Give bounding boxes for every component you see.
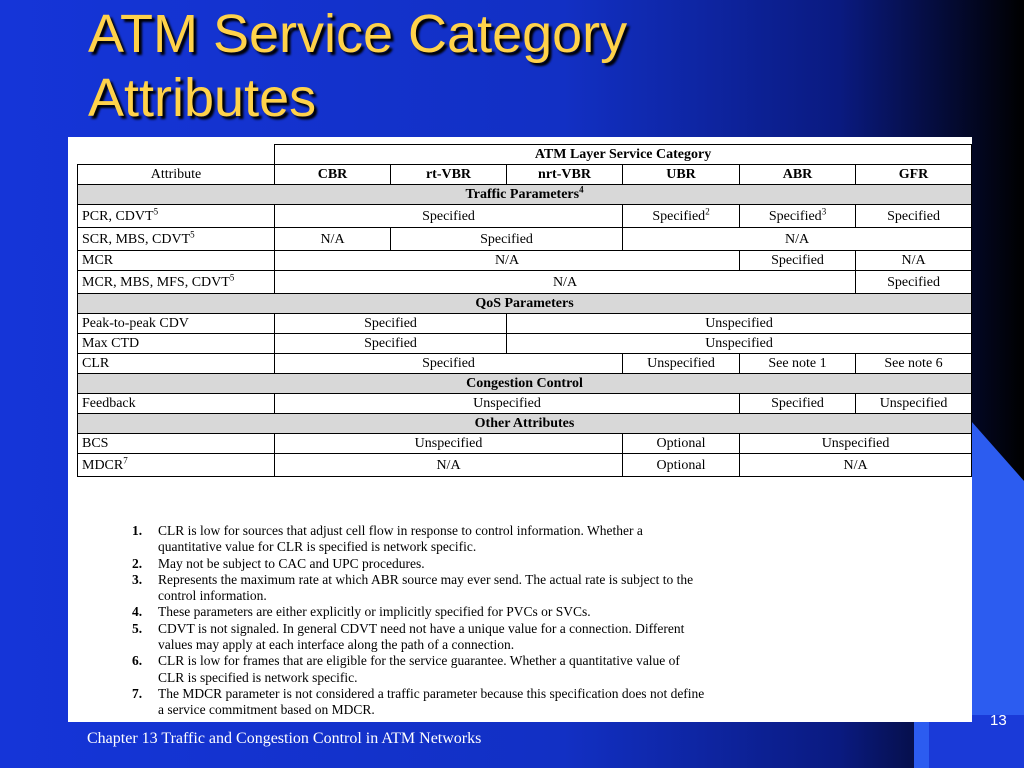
slide-title-line2: Attributes — [88, 68, 317, 128]
table-cell: Unspecified — [275, 394, 740, 414]
table-row — [78, 354, 972, 374]
table-row — [78, 251, 972, 271]
table-group-header-row — [78, 145, 972, 165]
section-header-row — [78, 374, 972, 394]
table-cell: Specified — [275, 314, 507, 334]
table-cell: N/A — [275, 454, 623, 477]
table-row — [78, 228, 972, 251]
table-cell: Unspecified — [275, 434, 623, 454]
table-cell: Optional — [623, 434, 740, 454]
column-header-abr: ABR — [740, 165, 856, 185]
column-header-ubr: UBR — [623, 165, 740, 185]
column-header-nrt-vbr: nrt-VBR — [507, 165, 623, 185]
row-label: Max CTD — [78, 334, 275, 354]
table-cell: N/A — [275, 228, 391, 251]
table-row — [78, 394, 972, 414]
table-cell: N/A — [275, 251, 740, 271]
table-cell: Specified — [740, 251, 856, 271]
group-header: ATM Layer Service Category — [275, 145, 972, 165]
table-cell: Specified — [391, 228, 623, 251]
table-row — [78, 454, 972, 477]
page-number: 13 — [990, 712, 1007, 729]
table-row — [78, 434, 972, 454]
row-label: MCR — [78, 251, 275, 271]
column-header-attribute: Attribute — [78, 165, 275, 185]
footnote: 4. These parameters are either explicitly or implicitly specified for PVCs or SVCs. — [132, 604, 591, 620]
table-cell: See note 1 — [740, 354, 856, 374]
row-label: Peak-to-peak CDV — [78, 314, 275, 334]
decorative-bar — [929, 715, 1024, 768]
row-label: BCS — [78, 434, 275, 454]
footnote: 1. CLR is low for sources that adjust cell flow in response to control information. Whether a quantitative value for CLR is specified is network specific. — [132, 523, 643, 555]
table-cell: N/A — [740, 454, 972, 477]
section-traffic-parameters: Traffic Parameters$^4$ — [78, 185, 972, 205]
slide-footer: Chapter 13 Traffic and Congestion Control in ATM Networks — [87, 730, 482, 747]
table-cell: N/A — [856, 251, 972, 271]
slide-title-line1: ATM Service Category — [88, 4, 628, 64]
section-qos-parameters: QoS Parameters — [78, 294, 972, 314]
table-image-panel — [68, 137, 972, 722]
footnote: 2. May not be subject to CAC and UPC procedures. — [132, 555, 425, 571]
table-cell: Specified — [275, 205, 623, 228]
table-row — [78, 205, 972, 228]
column-header-cbr: CBR — [275, 165, 391, 185]
footnote: 3. Represents the maximum rate at which ABR source may ever send. The actual rate is subject to the control information. — [132, 571, 694, 604]
column-header-gfr: GFR — [856, 165, 972, 185]
footnote: 6. CLR is low for frames that are eligible for the service guarantee. Whether a quantitative value of CLR is specified is network specific. — [132, 653, 680, 685]
table-cell: Specified — [856, 205, 972, 228]
slide-title — [88, 2, 848, 130]
section-congestion-control: Congestion Control — [78, 374, 972, 394]
table-cell: Specified — [856, 271, 972, 294]
table-cell: Unspecified — [856, 394, 972, 414]
table-cell: Specified$^3$ — [740, 205, 856, 228]
table-cell: Specified$^2$ — [623, 205, 740, 228]
footnote: 7. The MDCR parameter is not considered a traffic parameter because this specification does not define a service commitment based on MDCR. — [132, 685, 705, 718]
table-header-row — [78, 165, 972, 185]
table-cell: See note 6 — [856, 354, 972, 374]
table-row — [78, 271, 972, 294]
table-cell: Unspecified — [740, 434, 972, 454]
section-header-row — [78, 294, 972, 314]
footnote: 5. CDVT is not signaled. In general CDVT need not have a unique value for a connection. Different values may apply at each interface along the path of a connection. — [132, 620, 685, 653]
table-row — [78, 334, 972, 354]
table-cell: Specified — [275, 354, 623, 374]
row-label: MCR, MBS, MFS, CDVT$^5$ — [78, 271, 275, 294]
table-cell: Unspecified — [507, 314, 972, 334]
section-header-row — [78, 185, 972, 205]
table-cell: Specified — [740, 394, 856, 414]
table-cell: Specified — [275, 334, 507, 354]
row-label: Feedback — [78, 394, 275, 414]
section-other-attributes: Other Attributes — [78, 414, 972, 434]
footnotes-list — [132, 523, 832, 719]
row-label: CLR — [78, 354, 275, 374]
table-cell: Unspecified — [507, 334, 972, 354]
table-cell: N/A — [623, 228, 972, 251]
table-cell: N/A — [275, 271, 856, 294]
row-label: PCR, CDVT$^5$ — [78, 205, 275, 228]
table-cell: Optional — [623, 454, 740, 477]
column-header-rt-vbr: rt-VBR — [391, 165, 507, 185]
table-cell: Unspecified — [623, 354, 740, 374]
row-label: MDCR$^7$ — [78, 454, 275, 477]
section-header-row — [78, 414, 972, 434]
table-row — [78, 314, 972, 334]
row-label: SCR, MBS, CDVT$^5$ — [78, 228, 275, 251]
atm-attributes-table — [77, 144, 972, 477]
